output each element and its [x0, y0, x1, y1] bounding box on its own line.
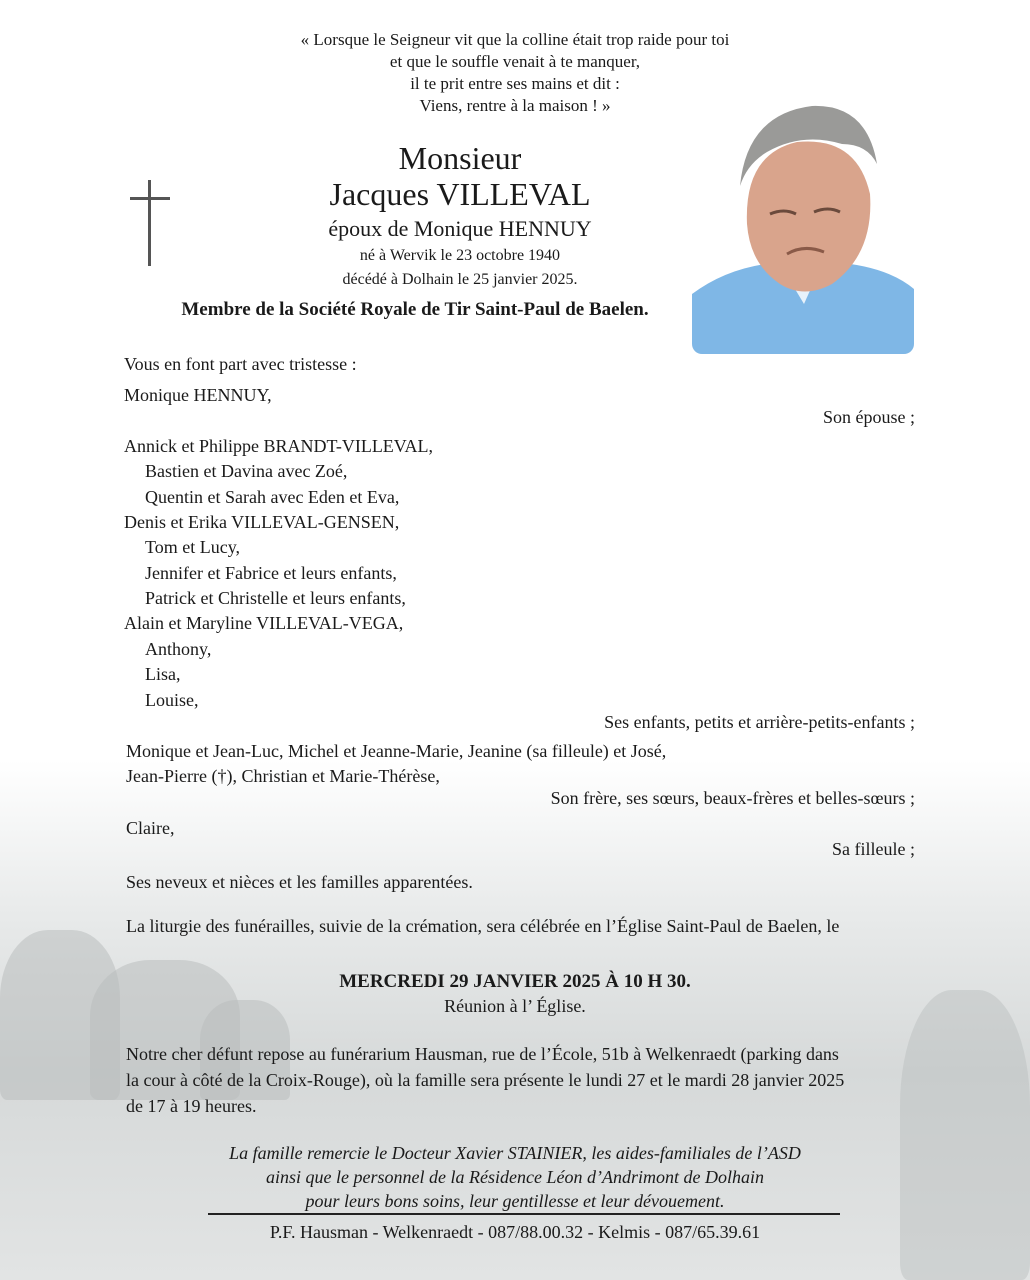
death-line: décédé à Dolhain le 25 janvier 2025.: [342, 271, 578, 288]
visitation-line: Notre cher défunt repose au funérarium Hausman, rue de l’École, 51b à Welkenraedt (parking dans: [126, 1044, 839, 1064]
ceremony-text: La liturgie des funérailles, suivie de la crémation, sera célébrée en l’Église Saint-Paul de Baelen, le: [126, 916, 840, 936]
birth-line: né à Wervik le 23 octobre 1940: [359, 247, 561, 264]
goddaughter-name: Claire,: [126, 818, 175, 838]
quote-line: « Lorsque le Seigneur vit que la colline était trop raide pour toi: [300, 30, 730, 49]
meeting-line: Réunion à l’ Église.: [444, 996, 586, 1016]
children-role: Ses enfants, petits et arrière-petits-enfants ;: [604, 712, 915, 732]
visitation-line: de 17 à 19 heures.: [126, 1096, 257, 1116]
child-entry: Alain et Maryline VILLEVAL-VEGA,: [124, 613, 404, 633]
ceremony-date: MERCREDI 29 JANVIER 2025 À 10 H 30.: [339, 971, 691, 992]
footer-divider: [208, 1213, 840, 1215]
quote-line: il te prit entre ses mains et dit :: [410, 74, 620, 93]
goddaughter-role: Sa filleule ;: [832, 839, 915, 859]
portrait-photo: [692, 94, 914, 354]
grandchild-entry: Anthony,: [145, 639, 212, 659]
grandchild-entry: Patrick et Christelle et leurs enfants,: [145, 588, 406, 608]
grandchild-entry: Jennifer et Fabrice et leurs enfants,: [145, 563, 397, 583]
membership-line: Membre de la Société Royale de Tir Saint-Paul de Baelen.: [181, 299, 649, 320]
funeral-home-footer: P.F. Hausman - Welkenraedt - 087/88.00.32 - Kelmis - 087/65.39.61: [269, 1222, 761, 1242]
visitation-line: la cour à côté de la Croix-Rouge), où la famille sera présente le lundi 27 et le mardi 28 janvier 2025: [126, 1070, 845, 1090]
extended-family-line: Ses neveux et nièces et les familles apparentées.: [126, 872, 473, 892]
deceased-name: Jacques VILLEVAL: [329, 176, 591, 212]
honorific: Monsieur: [398, 140, 522, 176]
quote-line: et que le souffle venait à te manquer,: [389, 52, 641, 71]
siblings-role: Son frère, ses sœurs, beaux-frères et belles-sœurs ;: [550, 788, 915, 808]
grandchild-entry: Lisa,: [145, 664, 181, 684]
grandchild-entry: Louise,: [145, 690, 199, 710]
quote-line: Viens, rentre à la maison ! »: [419, 96, 611, 115]
thanks-line: ainsi que le personnel de la Résidence Léon d’Andrimont de Dolhain: [266, 1167, 764, 1187]
thanks-line: pour leurs bons soins, leur gentillesse et leur dévouement.: [305, 1191, 725, 1211]
grandchild-entry: Tom et Lucy,: [145, 537, 241, 557]
child-entry: Annick et Philippe BRANDT-VILLEVAL,: [124, 436, 433, 456]
grandchild-entry: Quentin et Sarah avec Eden et Eva,: [145, 487, 400, 507]
child-entry: Denis et Erika VILLEVAL-GENSEN,: [124, 512, 400, 532]
thanks-line: La famille remercie le Docteur Xavier STAINIER, les aides-familiales de l’ASD: [229, 1143, 801, 1163]
family-intro: Vous en font part avec tristesse :: [124, 354, 357, 374]
spouse-name: Monique HENNUY,: [124, 385, 272, 405]
siblings-line: Jean-Pierre (†), Christian et Marie-Thérèse,: [126, 766, 440, 786]
grandchild-entry: Bastien et Davina avec Zoé,: [145, 461, 348, 481]
spouse-line: époux de Monique HENNUY: [328, 216, 592, 241]
siblings-line: Monique et Jean-Luc, Michel et Jeanne-Marie, Jeanine (sa filleule) et José,: [126, 741, 667, 761]
spouse-role: Son épouse ;: [823, 407, 915, 427]
